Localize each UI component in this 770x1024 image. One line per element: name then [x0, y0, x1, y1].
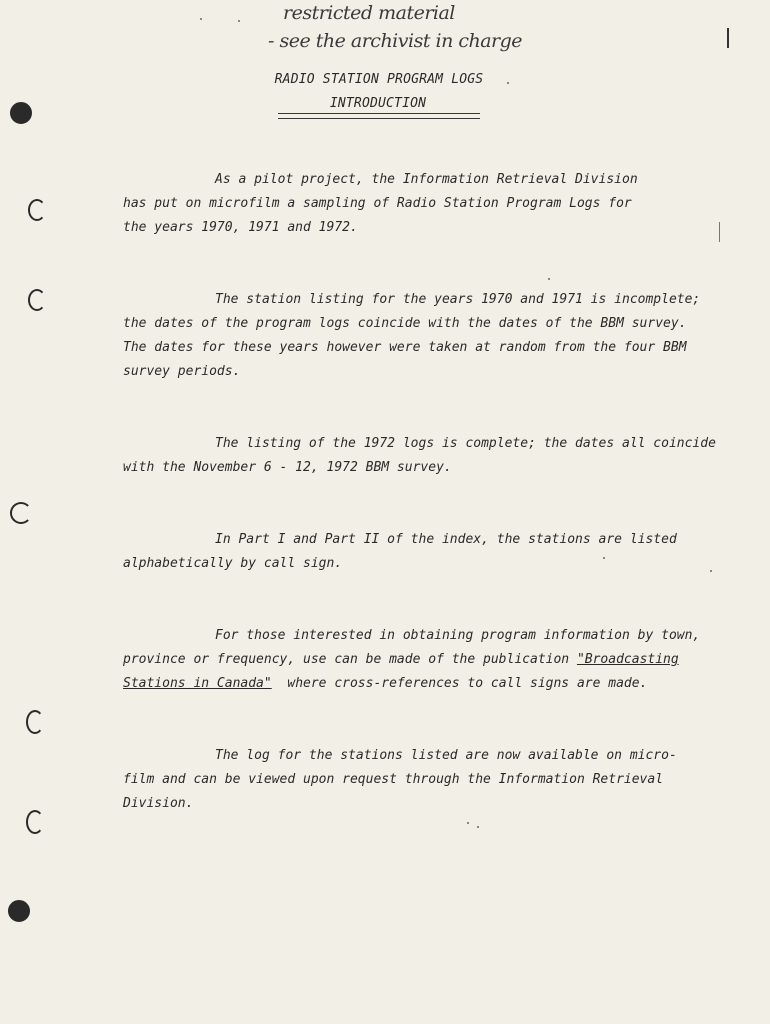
text-line: film and can be viewed upon request through the Information Retrieval: [123, 772, 664, 787]
text-line: The station listing for the years 1970 and 1971 is incomplete;: [215, 292, 701, 307]
punch-hole: [26, 810, 44, 834]
text-segment: where cross-references to call signs are made.: [271, 676, 648, 691]
page-title: RADIO STATION PROGRAM LOGS: [274, 72, 484, 87]
title-underline: [278, 113, 480, 119]
handwritten-note-line1: restricted material: [283, 2, 455, 24]
handwritten-note-line2: - see the archivist in charge: [268, 30, 523, 52]
paragraph-5: [123, 624, 723, 696]
paper-speck: [238, 20, 240, 22]
paragraph-2: [123, 288, 723, 384]
page-subtitle: INTRODUCTION: [329, 96, 427, 111]
paper-speck: [710, 570, 712, 572]
text-line: The log for the stations listed are now available on micro-: [215, 748, 677, 763]
punch-hole: [8, 900, 30, 922]
text-line: The listing of the 1972 logs is complete; the dates all coincide: [215, 436, 716, 451]
text-line: For those interested in obtaining program information by town,: [215, 628, 701, 643]
punch-hole: [10, 502, 32, 524]
punch-hole: [10, 102, 32, 124]
text-line: with the November 6 - 12, 1972 BBM survey.: [123, 460, 452, 475]
paragraph-1: [123, 168, 723, 240]
paper-speck: [548, 278, 550, 280]
paper-speck: [477, 826, 479, 828]
paper-speck: [507, 82, 509, 84]
paper-speck: [200, 18, 202, 20]
punch-hole: [28, 199, 46, 221]
text-line: alphabetically by call sign.: [123, 556, 343, 571]
text-segment: province or frequency, use can be made of the publication: [123, 652, 577, 667]
paper-speck: [603, 557, 605, 559]
text-line: The dates for these years however were taken at random from the four BBM: [123, 340, 687, 355]
text-line: has put on microfilm a sampling of Radio Station Program Logs for: [123, 196, 632, 211]
text-line: the years 1970, 1971 and 1972.: [123, 220, 358, 235]
text-line: Division.: [123, 796, 194, 811]
paragraph-3: [123, 432, 723, 480]
punch-hole: [26, 710, 44, 734]
text-line: As a pilot project, the Information Retrieval Division: [215, 172, 638, 187]
publication-title-part2: Stations in Canada": [123, 676, 272, 691]
text-line: the dates of the program logs coincide with the dates of the BBM survey.: [123, 316, 687, 331]
text-line: [123, 648, 723, 672]
paragraph-4: [123, 528, 723, 576]
punch-hole: [28, 289, 46, 311]
publication-title-part1: "Broadcasting: [576, 652, 679, 667]
text-line: In Part I and Part II of the index, the stations are listed: [215, 532, 677, 547]
text-line: survey periods.: [123, 364, 241, 379]
paragraph-6: [123, 744, 723, 816]
paper-speck: [467, 822, 469, 824]
text-line: [123, 672, 723, 696]
margin-mark: [727, 28, 729, 48]
